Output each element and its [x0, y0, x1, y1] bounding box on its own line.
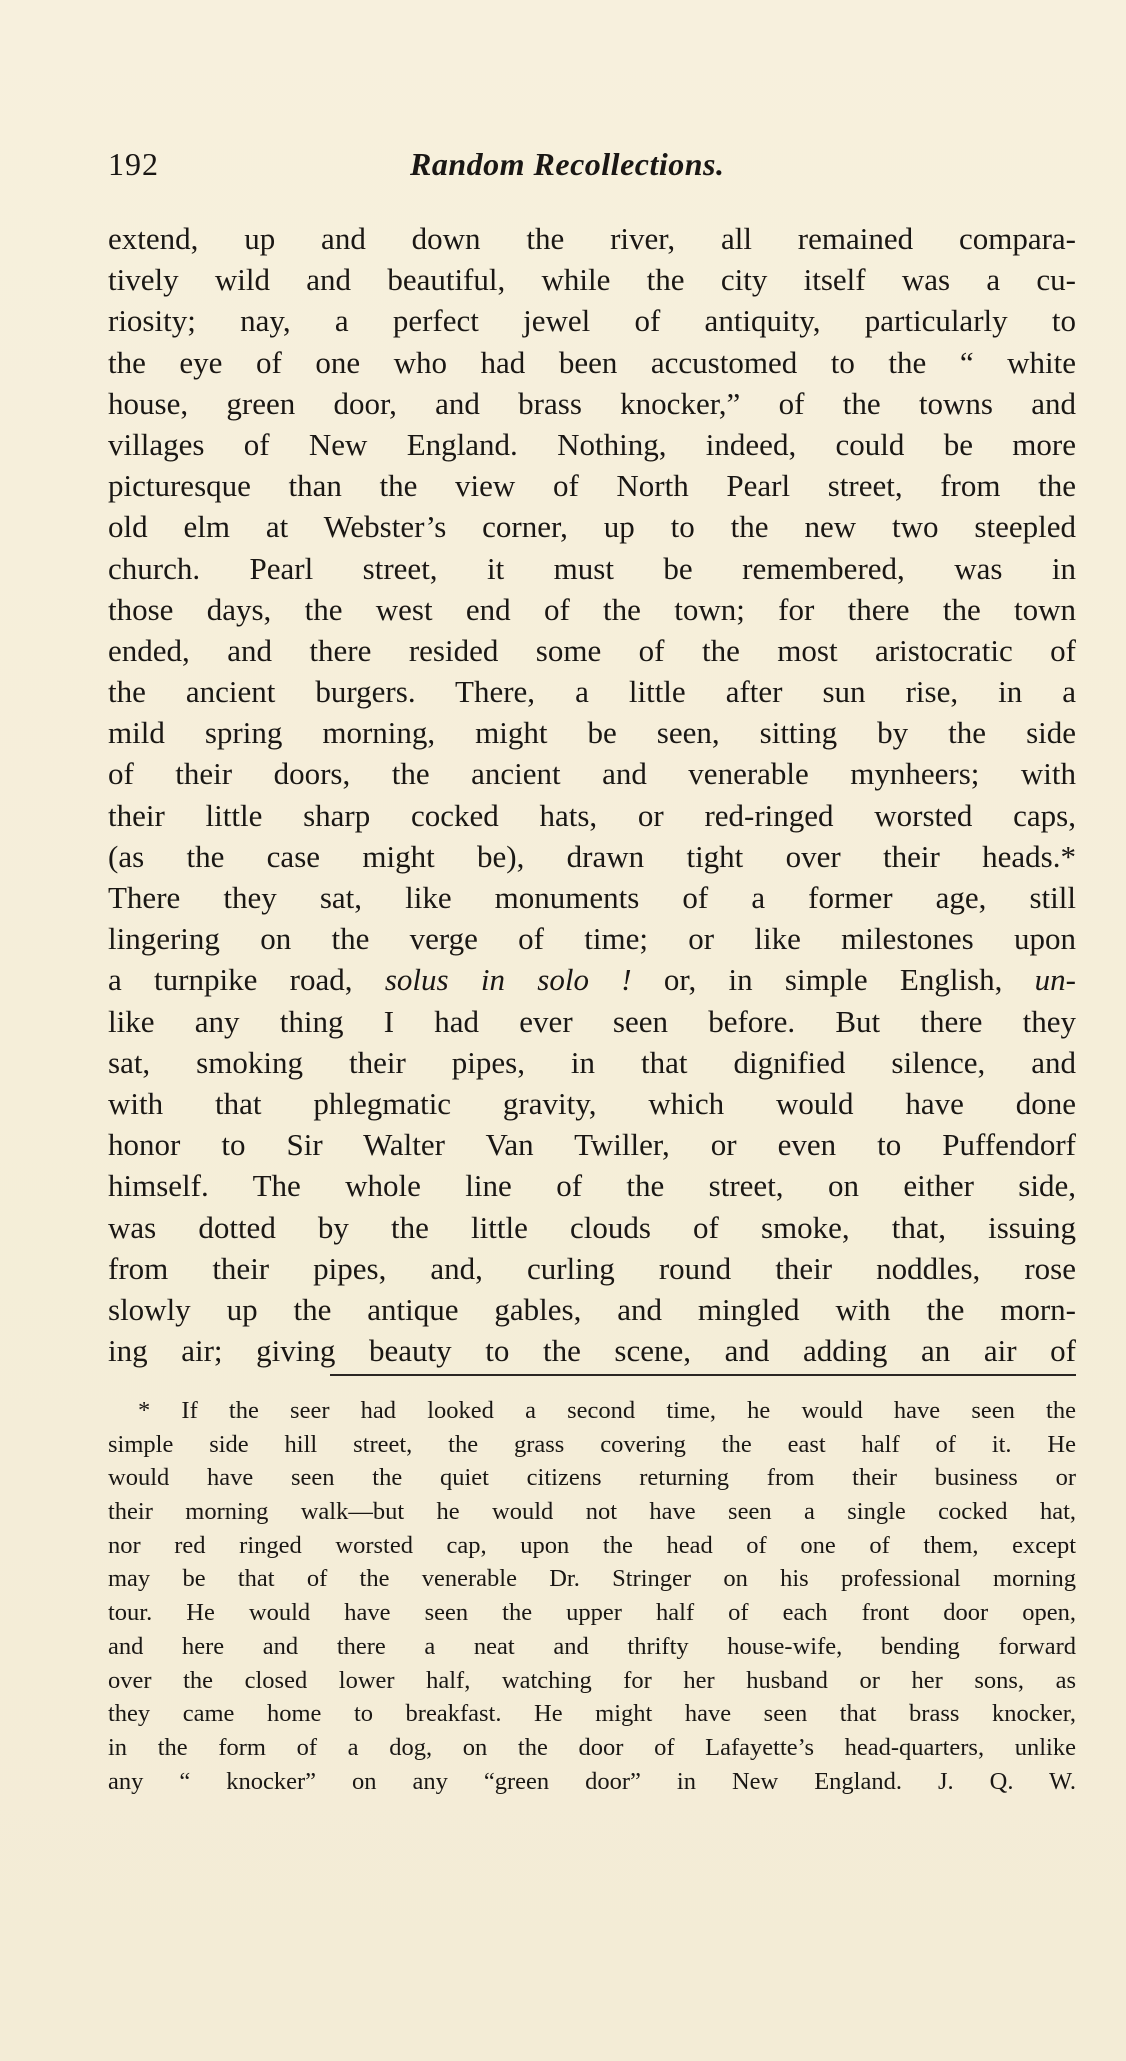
body-line: tively wild and beautiful, while the city itself was a cu-	[108, 262, 1076, 298]
footnote	[108, 1394, 1076, 1798]
body-line: with that phlegmatic gravity, which would have done	[108, 1085, 1076, 1121]
body-line: riosity; nay, a perfect jewel of antiquity, particularly to	[108, 303, 1076, 339]
body-line: There they sat, like monuments of a former age, still	[108, 880, 1076, 915]
footnote-line: and here and there a neat and thrifty house-wife, bending forward	[108, 1632, 1076, 1660]
body-line: sat, smoking their pipes, in that dignified silence, and	[108, 1044, 1076, 1080]
body-line: (as the case might be), drawn tight over their heads.*	[108, 838, 1076, 874]
body-line: lingering on the verge of time; or like milestones upon	[108, 921, 1076, 957]
body-line: the eye of one who had been accustomed to the “ white	[108, 344, 1076, 380]
body-line: extend, up and down the river, all remained compara-	[108, 221, 1076, 256]
body-line: mild spring morning, might be seen, sitting by the side	[108, 715, 1076, 751]
footnote-line: any “ knocker” on any “green door” in New England. J. Q. W.	[108, 1767, 1076, 1795]
footnote-line: they came home to breakfast. He might have seen that brass knocker,	[108, 1700, 1076, 1728]
body-line: himself. The whole line of the street, on either side,	[108, 1168, 1076, 1204]
body-line: slowly up the antique gables, and mingled with the morn-	[108, 1291, 1076, 1327]
footnote-line: their morning walk—but he would not have seen a single cocked hat,	[108, 1498, 1076, 1526]
body-line: a turnpike road, solus in solo ! or, in simple English, un-	[108, 962, 1076, 998]
body-line: those days, the west end of the town; for there the town	[108, 591, 1076, 627]
page-number: 192	[108, 146, 159, 182]
footnote-line: would have seen the quiet citizens returning from their business or	[108, 1464, 1076, 1492]
body-line: church. Pearl street, it must be remembered, was in	[108, 550, 1076, 586]
body-text	[108, 218, 1076, 1371]
page-header	[108, 146, 1076, 190]
body-line: house, green door, and brass knocker,” of the towns and	[108, 385, 1076, 421]
body-line: old elm at Webster’s corner, up to the new two steepled	[108, 509, 1076, 545]
footnote-rule	[330, 1374, 1076, 1376]
body-line: of their doors, the ancient and venerable mynheers; with	[108, 756, 1076, 792]
footnote-line: may be that of the venerable Dr. Stringer on his professional morning	[108, 1565, 1076, 1593]
footnote-line: in the form of a dog, on the door of Lafayette’s head-quarters, unlike	[108, 1733, 1076, 1761]
body-line: from their pipes, and, curling round their noddles, rose	[108, 1250, 1076, 1286]
body-line: their little sharp cocked hats, or red-ringed worsted caps,	[108, 797, 1076, 833]
running-title: Random Recollections.	[410, 146, 725, 182]
body-line: honor to Sir Walter Van Twiller, or even to Puffendorf	[108, 1127, 1076, 1163]
footnote-line: * If the seer had looked a second time, he would have seen the	[138, 1397, 1076, 1424]
body-line: the ancient burgers. There, a little after sun rise, in a	[108, 674, 1076, 710]
footnote-line: tour. He would have seen the upper half of each front door open,	[108, 1599, 1076, 1627]
body-line: was dotted by the little clouds of smoke, that, issuing	[108, 1209, 1076, 1245]
footnote-line: nor red ringed worsted cap, upon the head of one of them, except	[108, 1531, 1076, 1559]
body-line: ended, and there resided some of the most aristocratic of	[108, 632, 1076, 668]
body-line: like any thing I had ever seen before. But there they	[108, 1003, 1076, 1039]
body-line: ing air; giving beauty to the scene, and adding an air of	[108, 1333, 1076, 1369]
footnote-line: simple side hill street, the grass covering the east half of it. He	[108, 1430, 1076, 1458]
footnote-line: over the closed lower half, watching for her husband or her sons, as	[108, 1666, 1076, 1694]
body-line: villages of New England. Nothing, indeed, could be more	[108, 426, 1076, 462]
body-line: picturesque than the view of North Pearl street, from the	[108, 468, 1076, 504]
